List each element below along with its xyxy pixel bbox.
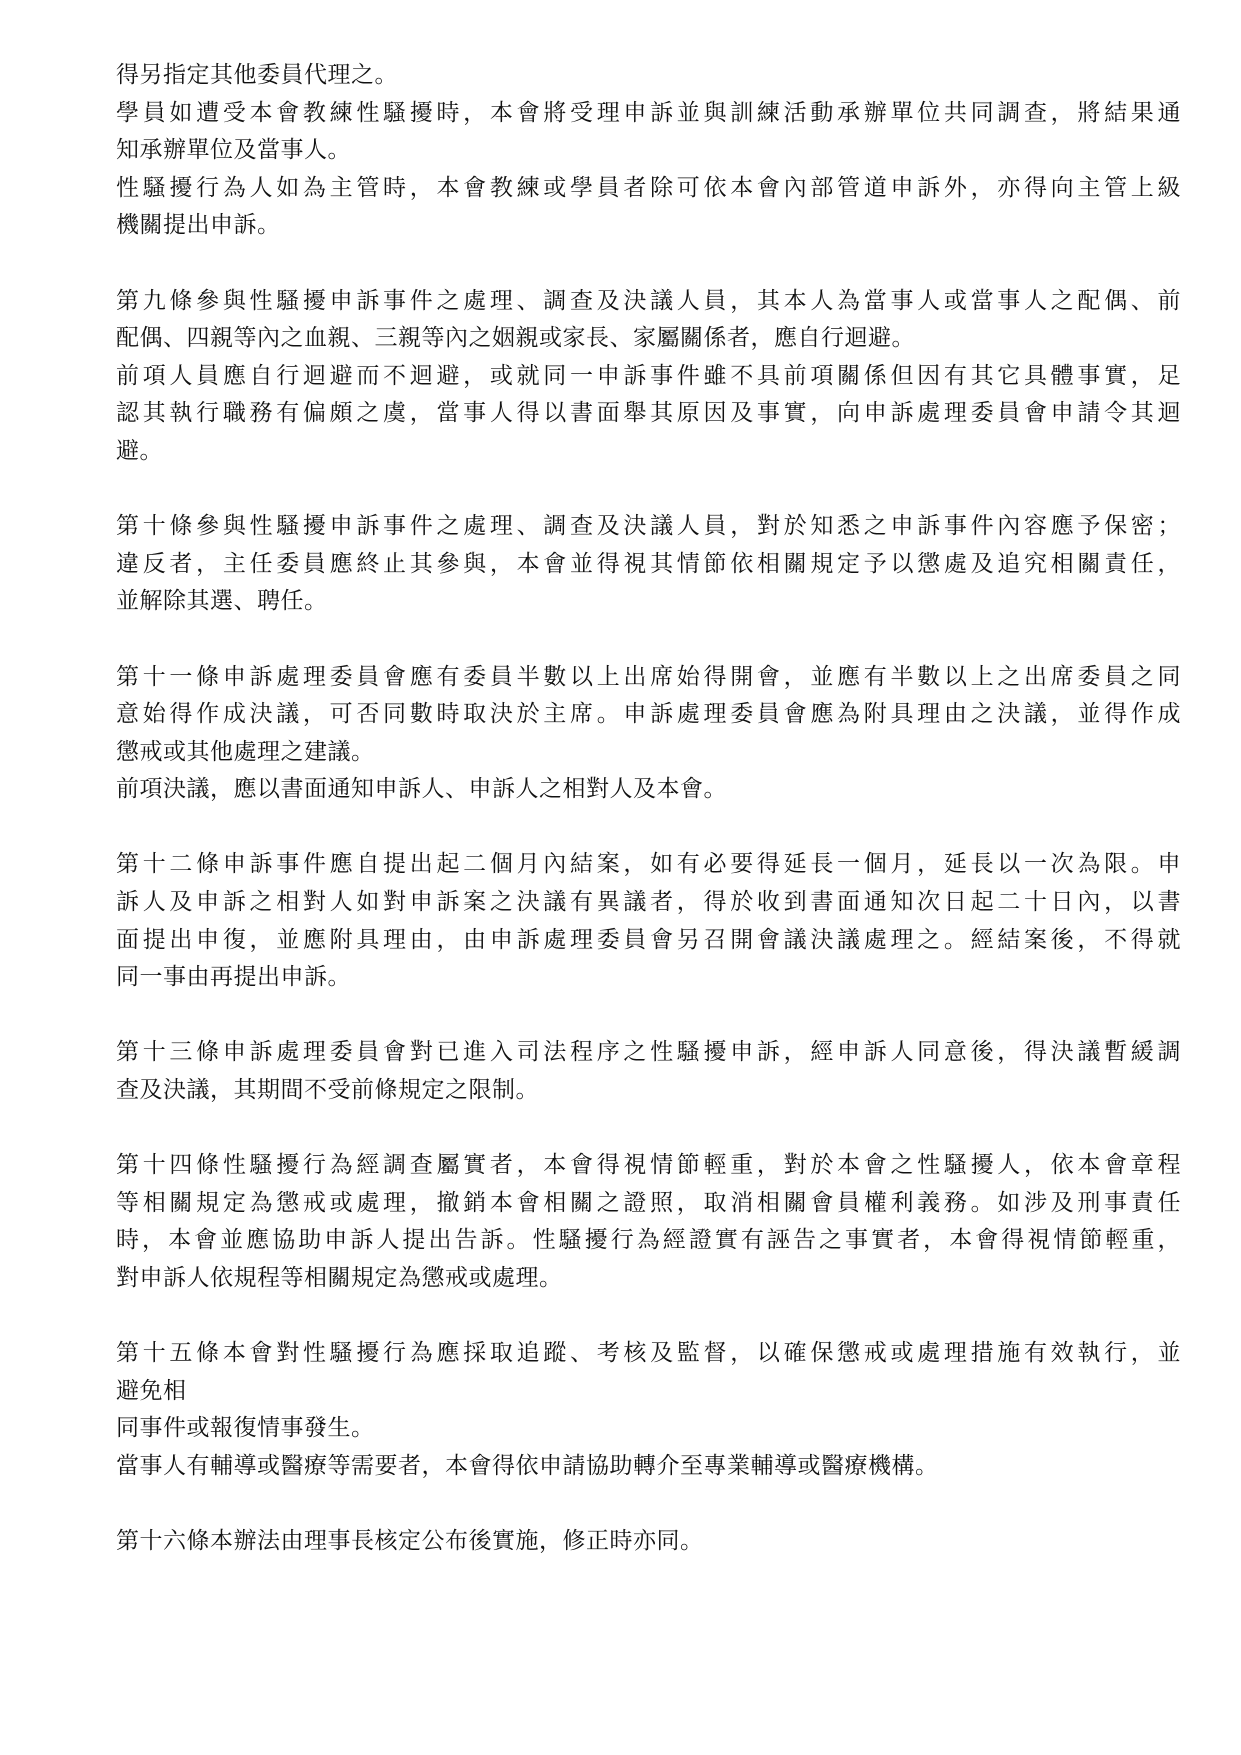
paragraph-gap [116, 1298, 1181, 1336]
text-line: 第十四條性騷擾行為經調查屬實者，本會得視情節輕重，對於本會之性騷擾人，依本會章程 [116, 1152, 1181, 1179]
text-line: 第十一條申訴處理委員會應有委員半數以上出席始得開會，並應有半數以上之出席委員之同 [116, 663, 1181, 690]
text-line: 前項人員應自行迴避而不迴避，或就同一申訴事件雖不具前項關係但因有其它具體事實，足 [116, 362, 1181, 389]
text-line: 查及決議，其期間不受前條規定之限制。 [116, 1077, 539, 1104]
text-line: 第十條參與性騷擾申訴事件之處理、調查及決議人員，對於知悉之申訴事件內容應予保密； [116, 513, 1181, 540]
text-line: 面提出申復，並應附具理由，由申訴處理委員會另召開會議決議處理之。經結案後，不得就 [116, 926, 1181, 953]
text-line: 機關提出申訴。 [116, 212, 281, 239]
text-line: 第十二條申訴事件應自提出起二個月內結案，如有必要得延長一個月，延長以一次為限。申 [116, 851, 1181, 878]
text-line: 並解除其選、聘任。 [116, 588, 328, 615]
text-line: 知承辦單位及當事人。 [116, 137, 351, 164]
text-line: 時，本會並應協助申訴人提出告訴。性騷擾行為經證實有誣告之事實者，本會得視情節輕重， [116, 1227, 1181, 1254]
document-page [116, 57, 1181, 1561]
text-line: 第九條參與性騷擾申訴事件之處理、調查及決議人員，其本人為當事人或當事人之配偶、前 [116, 287, 1181, 314]
text-line: 違反者，主任委員應終止其參與，本會並得視其情節依相關規定予以懲處及追究相關責任， [116, 550, 1181, 577]
text-line: 第十三條申訴處理委員會對已進入司法程序之性騷擾申訴，經申訴人同意後，得決議暫緩調 [116, 1039, 1181, 1066]
text-line: 配偶、四親等內之血親、三親等內之姻親或家長、家屬關係者，應自行迴避。 [116, 325, 915, 352]
paragraph-gap [116, 621, 1181, 659]
text-line: 等相關規定為懲戒或處理，撤銷本會相關之證照，取消相關會員權利義務。如涉及刑事責任 [116, 1189, 1181, 1216]
paragraph-gap [116, 1486, 1181, 1524]
text-line: 當事人有輔導或醫療等需要者，本會得依申請協助轉介至專業輔導或醫療機構。 [116, 1452, 939, 1479]
text-line: 懲戒或其他處理之建議。 [116, 738, 375, 765]
text-line: 第十六條本辦法由理事長核定公布後實施，修正時亦同。 [116, 1528, 704, 1555]
text-line: 對申訴人依規程等相關規定為懲戒或處理。 [116, 1265, 563, 1291]
paragraph-gap [116, 245, 1181, 283]
text-line: 認其執行職務有偏頗之虞，當事人得以書面舉其原因及事實，向申訴處理委員會申請令其迴 [116, 400, 1181, 427]
text-line: 同事件或報復情事發生。 [116, 1415, 375, 1442]
paragraph-gap [116, 1110, 1181, 1148]
paragraph-gap [116, 471, 1181, 509]
text-line: 得另指定其他委員代理之。 [116, 62, 398, 88]
text-line: 第十五條本會對性騷擾行為應採取追蹤、考核及監督，以確保懲戒或處理措施有效執行，並 [116, 1340, 1181, 1367]
text-line: 訴人及申訴之相對人如對申訴案之決議有異議者，得於收到書面通知次日起二十日內，以書 [116, 889, 1181, 916]
text-line: 避免相 [116, 1377, 187, 1404]
paragraph-gap [116, 809, 1181, 847]
text-line: 避。 [116, 437, 163, 464]
text-line: 學員如遭受本會教練性騷擾時，本會將受理申訴並與訓練活動承辦單位共同調查，將結果通 [116, 99, 1181, 126]
text-line: 前項決議，應以書面通知申訴人、申訴人之相對人及本會。 [116, 776, 727, 803]
text-line: 意始得作成決議，可否同數時取決於主席。申訴處理委員會應為附具理由之決議，並得作成 [116, 701, 1181, 728]
text-line: 同一事由再提出申訴。 [116, 964, 351, 991]
text-line: 性騷擾行為人如為主管時，本會教練或學員者除可依本會內部管道申訴外，亦得向主管上級 [116, 174, 1181, 201]
paragraph-gap [116, 997, 1181, 1035]
